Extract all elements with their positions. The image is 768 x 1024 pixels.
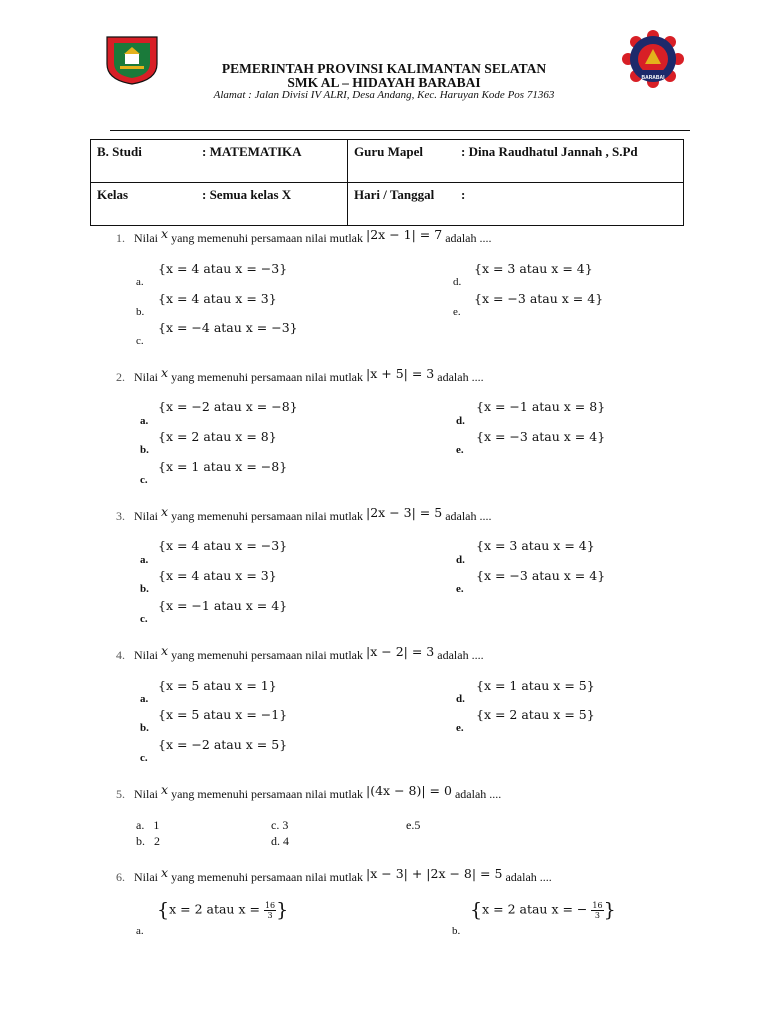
cell-hari — [348, 183, 684, 226]
header-address: Alamat : Jalan Divisi IV ALRI, Desa Andang, Kec. Haruyan Kode Pos 71363 — [213, 89, 555, 101]
option-e: {x = −3 atau x = 4} — [476, 429, 606, 444]
info-table — [90, 139, 684, 226]
option-b: {x = 5 atau x = −1} — [158, 707, 288, 722]
equation: |(4x − 8)| = 0 — [366, 783, 452, 798]
option-d: d. 4 — [271, 834, 289, 848]
option-b: {x = 2 atau x = − $\frac{16}{3}$ } — [470, 899, 616, 921]
option-a: {x = −2 atau x = −8} — [158, 399, 298, 414]
option-d: {x = 3 atau x = 4} — [474, 261, 593, 276]
question-5: 5. Nilai x yang memenuhi persamaan nilai mutlak |(4x − 8)| = 0 adalah .... — [116, 782, 502, 801]
question-4: 4. Nilai x yang memenuhi persamaan nilai mutlak |x − 2| = 3 adalah .... — [116, 643, 484, 662]
header-government: PEMERINTAH PROVINSI KALIMANTAN SELATAN — [221, 61, 547, 76]
option-d: {x = 1 atau x = 5} — [476, 678, 595, 693]
option-c: c. 3 — [271, 818, 289, 832]
equation: |x − 2| = 3 — [366, 644, 435, 659]
option-e: {x = 2 atau x = 5} — [476, 707, 595, 722]
question-2: 2. Nilai x yang memenuhi persamaan nilai mutlak |x + 5| = 3 adalah .... — [116, 365, 484, 384]
option-c: {x = 1 atau x = −8} — [158, 459, 288, 474]
option-d: {x = −1 atau x = 8} — [476, 399, 606, 414]
fraction: $\frac{16}{3}$ — [592, 900, 603, 920]
option-e: {x = −3 atau x = 4} — [476, 568, 606, 583]
question-1: 1. Nilai x yang memenuhi persamaan nilai mutlak |2x − 1| = 7 adalah .... — [116, 226, 492, 245]
cell-guru — [348, 140, 684, 183]
guru-label: Guru Mapel — [354, 144, 423, 159]
school-logo-text: BARABAI — [641, 75, 665, 81]
option-b: {x = 4 atau x = 3} — [158, 568, 277, 583]
studi-label: B. Studi — [97, 144, 142, 159]
option-a: a. 1 — [136, 818, 160, 832]
header-school-name: SMK AL – HIDAYAH BARABAI — [287, 75, 481, 90]
option-b: {x = 2 atau x = 8} — [158, 429, 277, 444]
option-c: {x = −1 atau x = 4} — [158, 598, 288, 613]
question-6: 6. Nilai x yang memenuhi persamaan nilai mutlak |x − 3| + |2x − 8| = 5 adalah .... — [116, 865, 552, 884]
question-3: 3. Nilai x yang memenuhi persamaan nilai mutlak |2x − 3| = 5 adalah .... — [116, 504, 492, 523]
equation: |2x − 1| = 7 — [366, 227, 443, 242]
option-b: {x = 4 atau x = 3} — [158, 291, 277, 306]
cell-studi — [91, 140, 348, 183]
option-e: e.5 — [406, 818, 421, 832]
hari-label: Hari / Tanggal — [354, 187, 435, 202]
header-divider — [110, 130, 690, 131]
option-d: {x = 3 atau x = 4} — [476, 538, 595, 553]
equation: |2x − 3| = 5 — [366, 505, 443, 520]
option-a: {x = 4 atau x = −3} — [158, 261, 288, 276]
guru-value: : Dina Raudhatul Jannah , S.Pd — [461, 144, 638, 159]
option-a: {x = 4 atau x = −3} — [158, 538, 288, 553]
equation: |x + 5| = 3 — [366, 366, 435, 381]
option-b: b. 2 — [136, 834, 160, 848]
kelas-value: : Semua kelas X — [202, 187, 292, 202]
option-c: {x = −4 atau x = −3} — [158, 320, 298, 335]
fraction: $\frac{16}{3}$ — [264, 900, 276, 920]
hari-value: : — [461, 187, 466, 202]
option-a: {x = 5 atau x = 1} — [158, 678, 277, 693]
studi-value: : MATEMATIKA — [202, 144, 302, 159]
equation: |x − 3| + |2x − 8| = 5 — [366, 866, 503, 881]
option-a: {x = 2 atau x = $\frac{16}{3}$ } — [157, 899, 289, 921]
cell-kelas — [91, 183, 348, 226]
kelas-label: Kelas — [97, 187, 129, 202]
option-c: {x = −2 atau x = 5} — [158, 737, 288, 752]
option-e: {x = −3 atau x = 4} — [474, 291, 604, 306]
